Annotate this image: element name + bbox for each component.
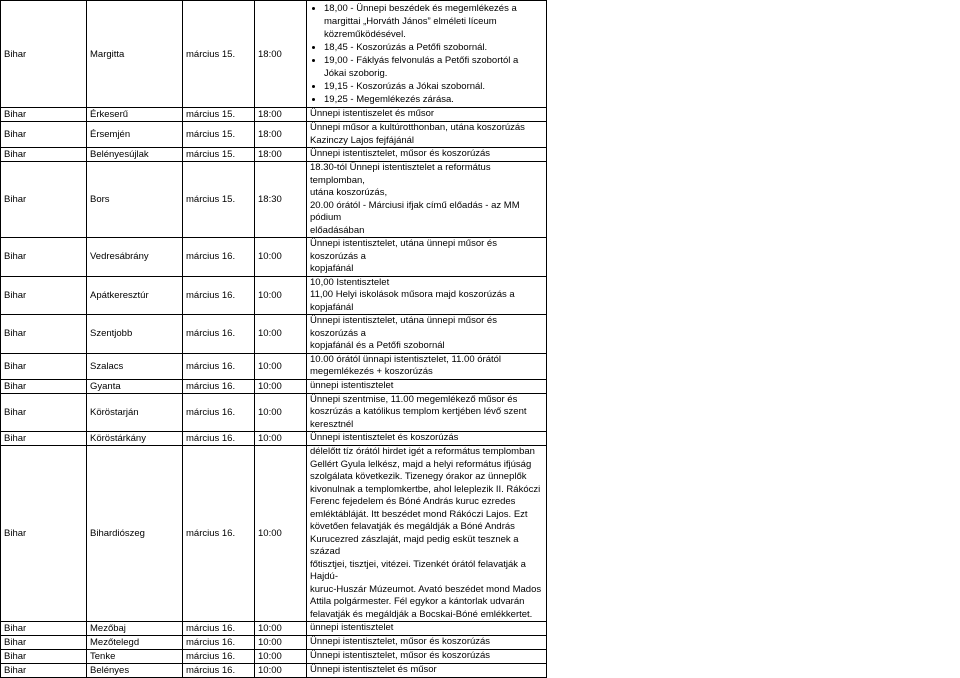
description-line: Ünnepi istentiszelet és műsor bbox=[310, 108, 543, 121]
description-line: Gellért Gyula lelkész, majd a helyi református ifjúság bbox=[310, 459, 543, 472]
town-cell: Bors bbox=[87, 162, 183, 238]
date-cell: március 16. bbox=[183, 622, 255, 636]
town-cell: Gyanta bbox=[87, 379, 183, 393]
county-cell: Bihar bbox=[1, 664, 87, 678]
town-cell: Belényes bbox=[87, 664, 183, 678]
empty-cell bbox=[547, 636, 960, 650]
time-cell: 10:00 bbox=[255, 636, 307, 650]
description-line: koszrúzás a katólikus templom kertjében lévő szent bbox=[310, 406, 543, 419]
town-cell: Köröstarján bbox=[87, 393, 183, 432]
empty-cell bbox=[547, 122, 960, 148]
date-cell: március 16. bbox=[183, 432, 255, 446]
town-cell: Mezőbaj bbox=[87, 622, 183, 636]
description-line: Kurucezred zászlaját, majd pedig esküt tesznek a század bbox=[310, 534, 543, 559]
description-line: Ünnepi istentisztelet, utána ünnepi műsor és koszorúzás a bbox=[310, 238, 543, 263]
county-cell: Bihar bbox=[1, 108, 87, 122]
program-item: • 19,00 - Fáklyás felvonulás a Petőfi szobortól a Jókai szoborig. bbox=[324, 54, 543, 80]
description-line: előadásában bbox=[310, 225, 543, 238]
description-line: 20.00 órától - Márciusi ifjak című előadás - az MM pódium bbox=[310, 200, 543, 225]
table-row bbox=[1, 315, 960, 354]
date-cell: március 16. bbox=[183, 379, 255, 393]
table-row bbox=[1, 108, 960, 122]
description-line: Ünnepi istentisztelet, műsor és koszorúzás bbox=[310, 636, 543, 649]
time-cell: 10:00 bbox=[255, 393, 307, 432]
time-cell: 10:00 bbox=[255, 650, 307, 664]
town-cell: Köröstárkány bbox=[87, 432, 183, 446]
description-cell bbox=[307, 664, 547, 678]
description-cell bbox=[307, 446, 547, 622]
description-line: emléktábláját. Itt beszédet mond Rákóczi Lajos. Ezt bbox=[310, 509, 543, 522]
town-cell: Szalacs bbox=[87, 353, 183, 379]
date-cell: március 15. bbox=[183, 148, 255, 162]
table-row bbox=[1, 446, 960, 622]
description-cell bbox=[307, 393, 547, 432]
description-line: kivonulnak a templomkertbe, ahol leleplezik II. Rákóczi bbox=[310, 484, 543, 497]
date-cell: március 15. bbox=[183, 162, 255, 238]
description-cell bbox=[307, 650, 547, 664]
description-line: kopjafánál és a Petőfi szobornál bbox=[310, 340, 543, 353]
description-line: kuruc-Huszár Múzeumot. Avató beszédet mond Mados bbox=[310, 584, 543, 597]
empty-cell bbox=[547, 379, 960, 393]
empty-cell bbox=[547, 315, 960, 354]
time-cell: 18:00 bbox=[255, 148, 307, 162]
description-line: felavatják és megáldják a Bocskai-Bóné emlékkertet. bbox=[310, 609, 543, 622]
town-cell: Vedresábrány bbox=[87, 238, 183, 277]
table-row bbox=[1, 622, 960, 636]
program-item: • 18,45 - Koszorúzás a Petőfi szobornál. bbox=[324, 41, 543, 54]
table-row bbox=[1, 650, 960, 664]
description-line: utána koszorúzás, bbox=[310, 187, 543, 200]
empty-cell bbox=[547, 238, 960, 277]
table-row bbox=[1, 379, 960, 393]
table-row bbox=[1, 393, 960, 432]
date-cell: március 16. bbox=[183, 650, 255, 664]
date-cell: március 16. bbox=[183, 276, 255, 315]
description-cell bbox=[307, 636, 547, 650]
description-cell bbox=[307, 148, 547, 162]
empty-cell bbox=[547, 148, 960, 162]
town-cell: Tenke bbox=[87, 650, 183, 664]
program-item: • 18,00 - Ünnepi beszédek és megemlékezés a margittai „Horváth János” elméleti líceum közreműködésével. bbox=[324, 2, 543, 41]
description-cell bbox=[307, 353, 547, 379]
description-line: Ünnepi istentisztelet, műsor és koszorúzás bbox=[310, 650, 543, 663]
description-cell bbox=[307, 379, 547, 393]
program-item: • 19,25 - Megemlékezés zárása. bbox=[324, 93, 543, 106]
description-line: ünnepi istentisztelet bbox=[310, 622, 543, 635]
town-cell: Mezőtelegd bbox=[87, 636, 183, 650]
table-row bbox=[1, 238, 960, 277]
date-cell: március 16. bbox=[183, 393, 255, 432]
time-cell: 10:00 bbox=[255, 315, 307, 354]
time-cell: 10:00 bbox=[255, 432, 307, 446]
description-cell bbox=[307, 238, 547, 277]
town-cell: Érkeserű bbox=[87, 108, 183, 122]
description-line: szolgálata következik. Tizenegy órakor az ünneplők bbox=[310, 471, 543, 484]
empty-cell bbox=[547, 162, 960, 238]
description-line: 10.00 órától ünnapi istentisztelet, 11.00 órától bbox=[310, 354, 543, 367]
time-cell: 10:00 bbox=[255, 379, 307, 393]
time-cell: 10:00 bbox=[255, 276, 307, 315]
empty-cell bbox=[547, 353, 960, 379]
description-line: Attila polgármester. Fél egykor a kántorlak udvarán bbox=[310, 596, 543, 609]
date-cell: március 16. bbox=[183, 636, 255, 650]
time-cell: 10:00 bbox=[255, 446, 307, 622]
description-line: megemlékezés + koszorúzás bbox=[310, 366, 543, 379]
time-cell: 18:00 bbox=[255, 108, 307, 122]
county-cell: Bihar bbox=[1, 315, 87, 354]
time-cell: 18:00 bbox=[255, 1, 307, 108]
description-cell bbox=[307, 432, 547, 446]
description-cell bbox=[307, 622, 547, 636]
time-cell: 10:00 bbox=[255, 238, 307, 277]
empty-cell bbox=[547, 276, 960, 315]
county-cell: Bihar bbox=[1, 238, 87, 277]
empty-cell bbox=[547, 446, 960, 622]
description-line: Ünnepi istentisztelet és műsor bbox=[310, 664, 543, 677]
description-line: keresztnél bbox=[310, 419, 543, 432]
time-cell: 18:30 bbox=[255, 162, 307, 238]
county-cell: Bihar bbox=[1, 148, 87, 162]
town-cell: Belényesújlak bbox=[87, 148, 183, 162]
description-cell bbox=[307, 108, 547, 122]
county-cell: Bihar bbox=[1, 622, 87, 636]
date-cell: március 16. bbox=[183, 664, 255, 678]
description-line: délelőtt tíz órától hirdet igét a református templomban bbox=[310, 446, 543, 459]
description-line: Ünnepi istentisztelet, utána ünnepi műsor és koszorúzás a bbox=[310, 315, 543, 340]
date-cell: március 16. bbox=[183, 353, 255, 379]
empty-cell bbox=[547, 622, 960, 636]
date-cell: március 16. bbox=[183, 446, 255, 622]
county-cell: Bihar bbox=[1, 393, 87, 432]
table-row bbox=[1, 162, 960, 238]
table-row bbox=[1, 1, 960, 108]
empty-cell bbox=[547, 650, 960, 664]
county-cell: Bihar bbox=[1, 432, 87, 446]
time-cell: 18:00 bbox=[255, 122, 307, 148]
description-cell bbox=[307, 276, 547, 315]
program-item: • 19,15 - Koszorúzás a Jókai szobornál. bbox=[324, 80, 543, 93]
table-row bbox=[1, 432, 960, 446]
county-cell: Bihar bbox=[1, 353, 87, 379]
empty-cell bbox=[547, 1, 960, 108]
county-cell: Bihar bbox=[1, 1, 87, 108]
date-cell: március 16. bbox=[183, 238, 255, 277]
description-line: kopjafánál bbox=[310, 302, 543, 315]
description-line: Ferenc fejedelem és Bóné András kuruc ezredes bbox=[310, 496, 543, 509]
county-cell: Bihar bbox=[1, 650, 87, 664]
description-line: Kazinczy Lajos fejfájánál bbox=[310, 135, 543, 148]
date-cell: március 15. bbox=[183, 108, 255, 122]
time-cell: 10:00 bbox=[255, 622, 307, 636]
table-row bbox=[1, 276, 960, 315]
description-line: Ünnepi istentisztelet és koszorúzás bbox=[310, 432, 543, 445]
description-line: követően felavatják és megáldják a Bóné András bbox=[310, 521, 543, 534]
empty-cell bbox=[547, 664, 960, 678]
date-cell: március 15. bbox=[183, 122, 255, 148]
date-cell: március 15. bbox=[183, 1, 255, 108]
county-cell: Bihar bbox=[1, 446, 87, 622]
description-line: ünnepi istentisztelet bbox=[310, 380, 543, 393]
description-cell bbox=[307, 315, 547, 354]
town-cell: Apátkeresztúr bbox=[87, 276, 183, 315]
empty-cell bbox=[547, 393, 960, 432]
description-line: 11,00 Helyi iskolások műsora majd koszorúzás a bbox=[310, 289, 543, 302]
table-row bbox=[1, 148, 960, 162]
description-line: 10,00 Istentisztelet bbox=[310, 277, 543, 290]
description-line: Ünnepi szentmise, 11.00 megemlékező műsor és bbox=[310, 394, 543, 407]
description-line: főtisztjei, tisztjei, vitézei. Tizenkét órától felavatják a Hajdú- bbox=[310, 559, 543, 584]
time-cell: 10:00 bbox=[255, 664, 307, 678]
description-line: Ünnepi istentisztelet, műsor és koszorúzás bbox=[310, 148, 543, 161]
description-cell bbox=[307, 1, 547, 108]
empty-cell bbox=[547, 432, 960, 446]
town-cell: Érsemjén bbox=[87, 122, 183, 148]
town-cell: Bihardiószeg bbox=[87, 446, 183, 622]
table-row bbox=[1, 122, 960, 148]
description-line: 18.30-tól Ünnepi istentisztelet a református templomban, bbox=[310, 162, 543, 187]
description-line: kopjafánál bbox=[310, 263, 543, 276]
town-cell: Szentjobb bbox=[87, 315, 183, 354]
date-cell: március 16. bbox=[183, 315, 255, 354]
description-line: Ünnepi műsor a kultúrotthonban, utána koszorúzás bbox=[310, 122, 543, 135]
county-cell: Bihar bbox=[1, 636, 87, 650]
description-cell bbox=[307, 122, 547, 148]
table-row bbox=[1, 636, 960, 650]
county-cell: Bihar bbox=[1, 276, 87, 315]
empty-cell bbox=[547, 108, 960, 122]
time-cell: 10:00 bbox=[255, 353, 307, 379]
county-cell: Bihar bbox=[1, 122, 87, 148]
program-list bbox=[310, 2, 543, 106]
county-cell: Bihar bbox=[1, 162, 87, 238]
description-cell bbox=[307, 162, 547, 238]
town-cell: Margitta bbox=[87, 1, 183, 108]
county-cell: Bihar bbox=[1, 379, 87, 393]
table-row bbox=[1, 353, 960, 379]
table-row bbox=[1, 664, 960, 678]
